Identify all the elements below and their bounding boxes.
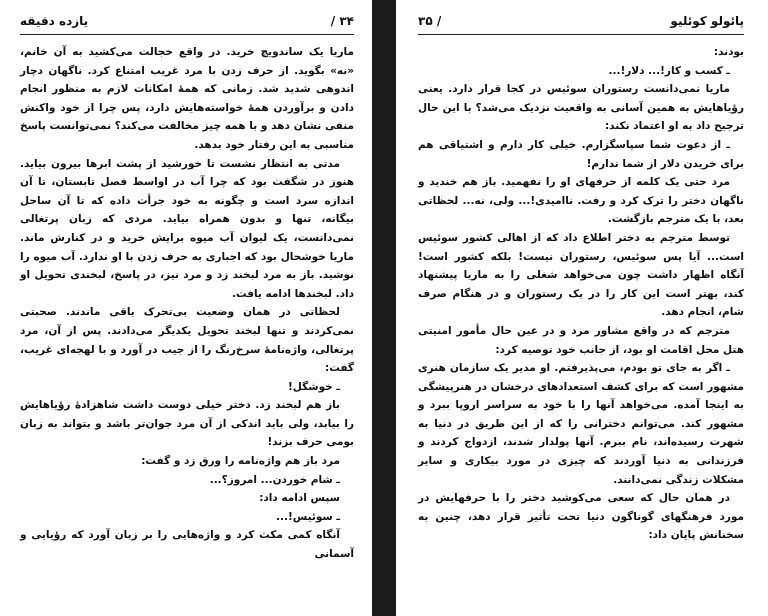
dialogue-line: ـ خوشگل!: [288, 380, 340, 393]
dialogue-line: ـ کسب و کار!... دلار!...: [608, 64, 730, 77]
left-page-number: ۳۴ /: [330, 14, 354, 28]
paragraph: سپس ادامه داد:: [259, 492, 340, 505]
paragraph: بودند:: [713, 46, 744, 58]
paragraph: در همان حال که سعی می‌کوشید دختر را با حرفهایش در مورد فرهنگهای گوناگون دنیا تحت تأثیر قرار دهد، چنین به سخنانش پایان داد:: [418, 492, 744, 542]
paragraph: باز هم لبخند زد. دختر خیلی دوست داشت شاهزادهٔ رؤیاهایش را بیابد، ولی باید اندکی از آن مرد جوان‌تر باشد و بتواند به زبان بومی حرف بزند!: [20, 399, 354, 449]
paragraph: ماریا نمی‌دانست رستوران سوئیس در کجا قرار دارد. یعنی رؤیاهایش به همین آسانی به واقعیت نزدیک می‌شد؟ با این حال ترجیح داد به او اعتماد نکند:: [418, 83, 744, 133]
paragraph: مدتی به انتظار نشست تا خورشید از پشت ابرها بیرون بیاید. هنوز در شگفت بود که چرا آب در اواسط فصل تابستان، تا آن اندازه سرد است و چگونه به خود جرأت داده که تا آن ساحل بیگانه، تنها و بدون همراه بیاید. مردی که زبان پرتغالی نمی‌دانست، یک لیوان آب میوه برایش خرید و در کنارش ماند. ماریا خوشحال بود که اجباری به حرف زدن با او ندارد. آب میوه را نوشید. باز به مرد لبخند زد و مرد نیز، در پاسخ، لبخندی تحویل او داد. لبخندها ادامه یافت.: [20, 157, 354, 300]
paragraph: ماریا یک ساندویچ خرید. در واقع خجالت می‌کشید به آن خانم، «نه» بگوید. از حرف زدن با مرد غریب امتناع کرد. ناگهان دچار اندوهی شدید شد. زمانی که همهٔ امکانات لازم به منظور انجام دادن و برآوردن همهٔ خواسته‌هایش دارد، پس چرا از خود واکنش منفی نشان دهد و با همه چیز مخالفت می‌کند؟ نمی‌توانست پاسخ مناسبی به این رفتار خود بدهد.: [20, 46, 354, 151]
paragraph: مرد حتی یک کلمه از حرفهای او را نفهمید. باز هم خندید و ناگهان دختر را ترک کرد و رفت. ناامیدی!... ولی، نه... لحظاتی بعد، با یک مترجم بازگشت.: [418, 176, 744, 226]
right-page-author-title: پائولو کوئلیو: [670, 14, 744, 28]
right-page-body: [418, 43, 744, 545]
dialogue-line: ـ اگر به جای تو بودم، می‌پذیرفتم. او مدیر یک سازمان هنری مشهور است که برای کشف استعدادهای درخشان در هنرپیشگی به اینجا آمده. می‌خواهد آنها را با خود به سراسر اروپا ببرد و مشهور کند. می‌توانم دخترانی را که از این طریق در دنیا به شهرت رسیده‌اند، نام ببرم. آنها پولدار شدند، ازدواج کردند و فرزندانی به دنیا آوردند که چیزی در مورد بیکاری و سایر مشکلات زندگی نمی‌دانند.: [418, 362, 744, 486]
paragraph: توسط مترجم به دختر اطلاع داد که از اهالی کشور سوئیس است... آیا پس سوئیس، رستوران نیست! بلکه کشور است! آنگاه اظهار داشت چون می‌خواهد شغلی را به ماریا پیشنهاد کند، بهتر است این کار را در یک رستوران و در هنگام صرف شام، انجام دهد.: [418, 231, 744, 319]
dialogue-line: ـ از دعوت شما سپاسگزارم. خیلی کار دارم و اشتیاقی هم برای خریدن دلار از شما ندارم!: [418, 138, 744, 170]
paragraph: لحظاتی در همان وضعیت بی‌تحرک باقی ماندند. صحبتی نمی‌کردند و تنها لبخند تحویل یکدیگر می‌دادند. پس از آن، مرد پرتغالی، واژه‌نامهٔ سرخ‌رنگ را از جیب در آورد و با لهجه‌ای غریب، گفت:: [20, 306, 354, 375]
right-page-number: / ۳۵: [418, 14, 442, 28]
left-page-book-title: یازده دقیقه: [20, 14, 89, 28]
right-page-header: [418, 14, 744, 35]
left-page-header: [20, 14, 354, 35]
left-page-body: [20, 43, 354, 564]
right-page: [396, 0, 768, 616]
dialogue-line: ـ سوئیس!...: [276, 510, 340, 523]
book-gutter: [372, 0, 396, 616]
left-page: [0, 0, 372, 616]
paragraph: مترجم که در واقع مشاور مرد و در عین حال مأمور امنیتی هتل محل اقامت او بود، از جانب خود توصیه کرد:: [418, 324, 744, 356]
paragraph: مرد باز هم واژه‌نامه را ورق زد و گفت:: [141, 455, 340, 468]
paragraph: آنگاه کمی مکث کرد و واژه‌هایی را بر زبان آورد که رؤیایی و آسمانی: [20, 529, 354, 561]
dialogue-line: ـ شام خوردن... امروز؟...: [209, 473, 340, 486]
